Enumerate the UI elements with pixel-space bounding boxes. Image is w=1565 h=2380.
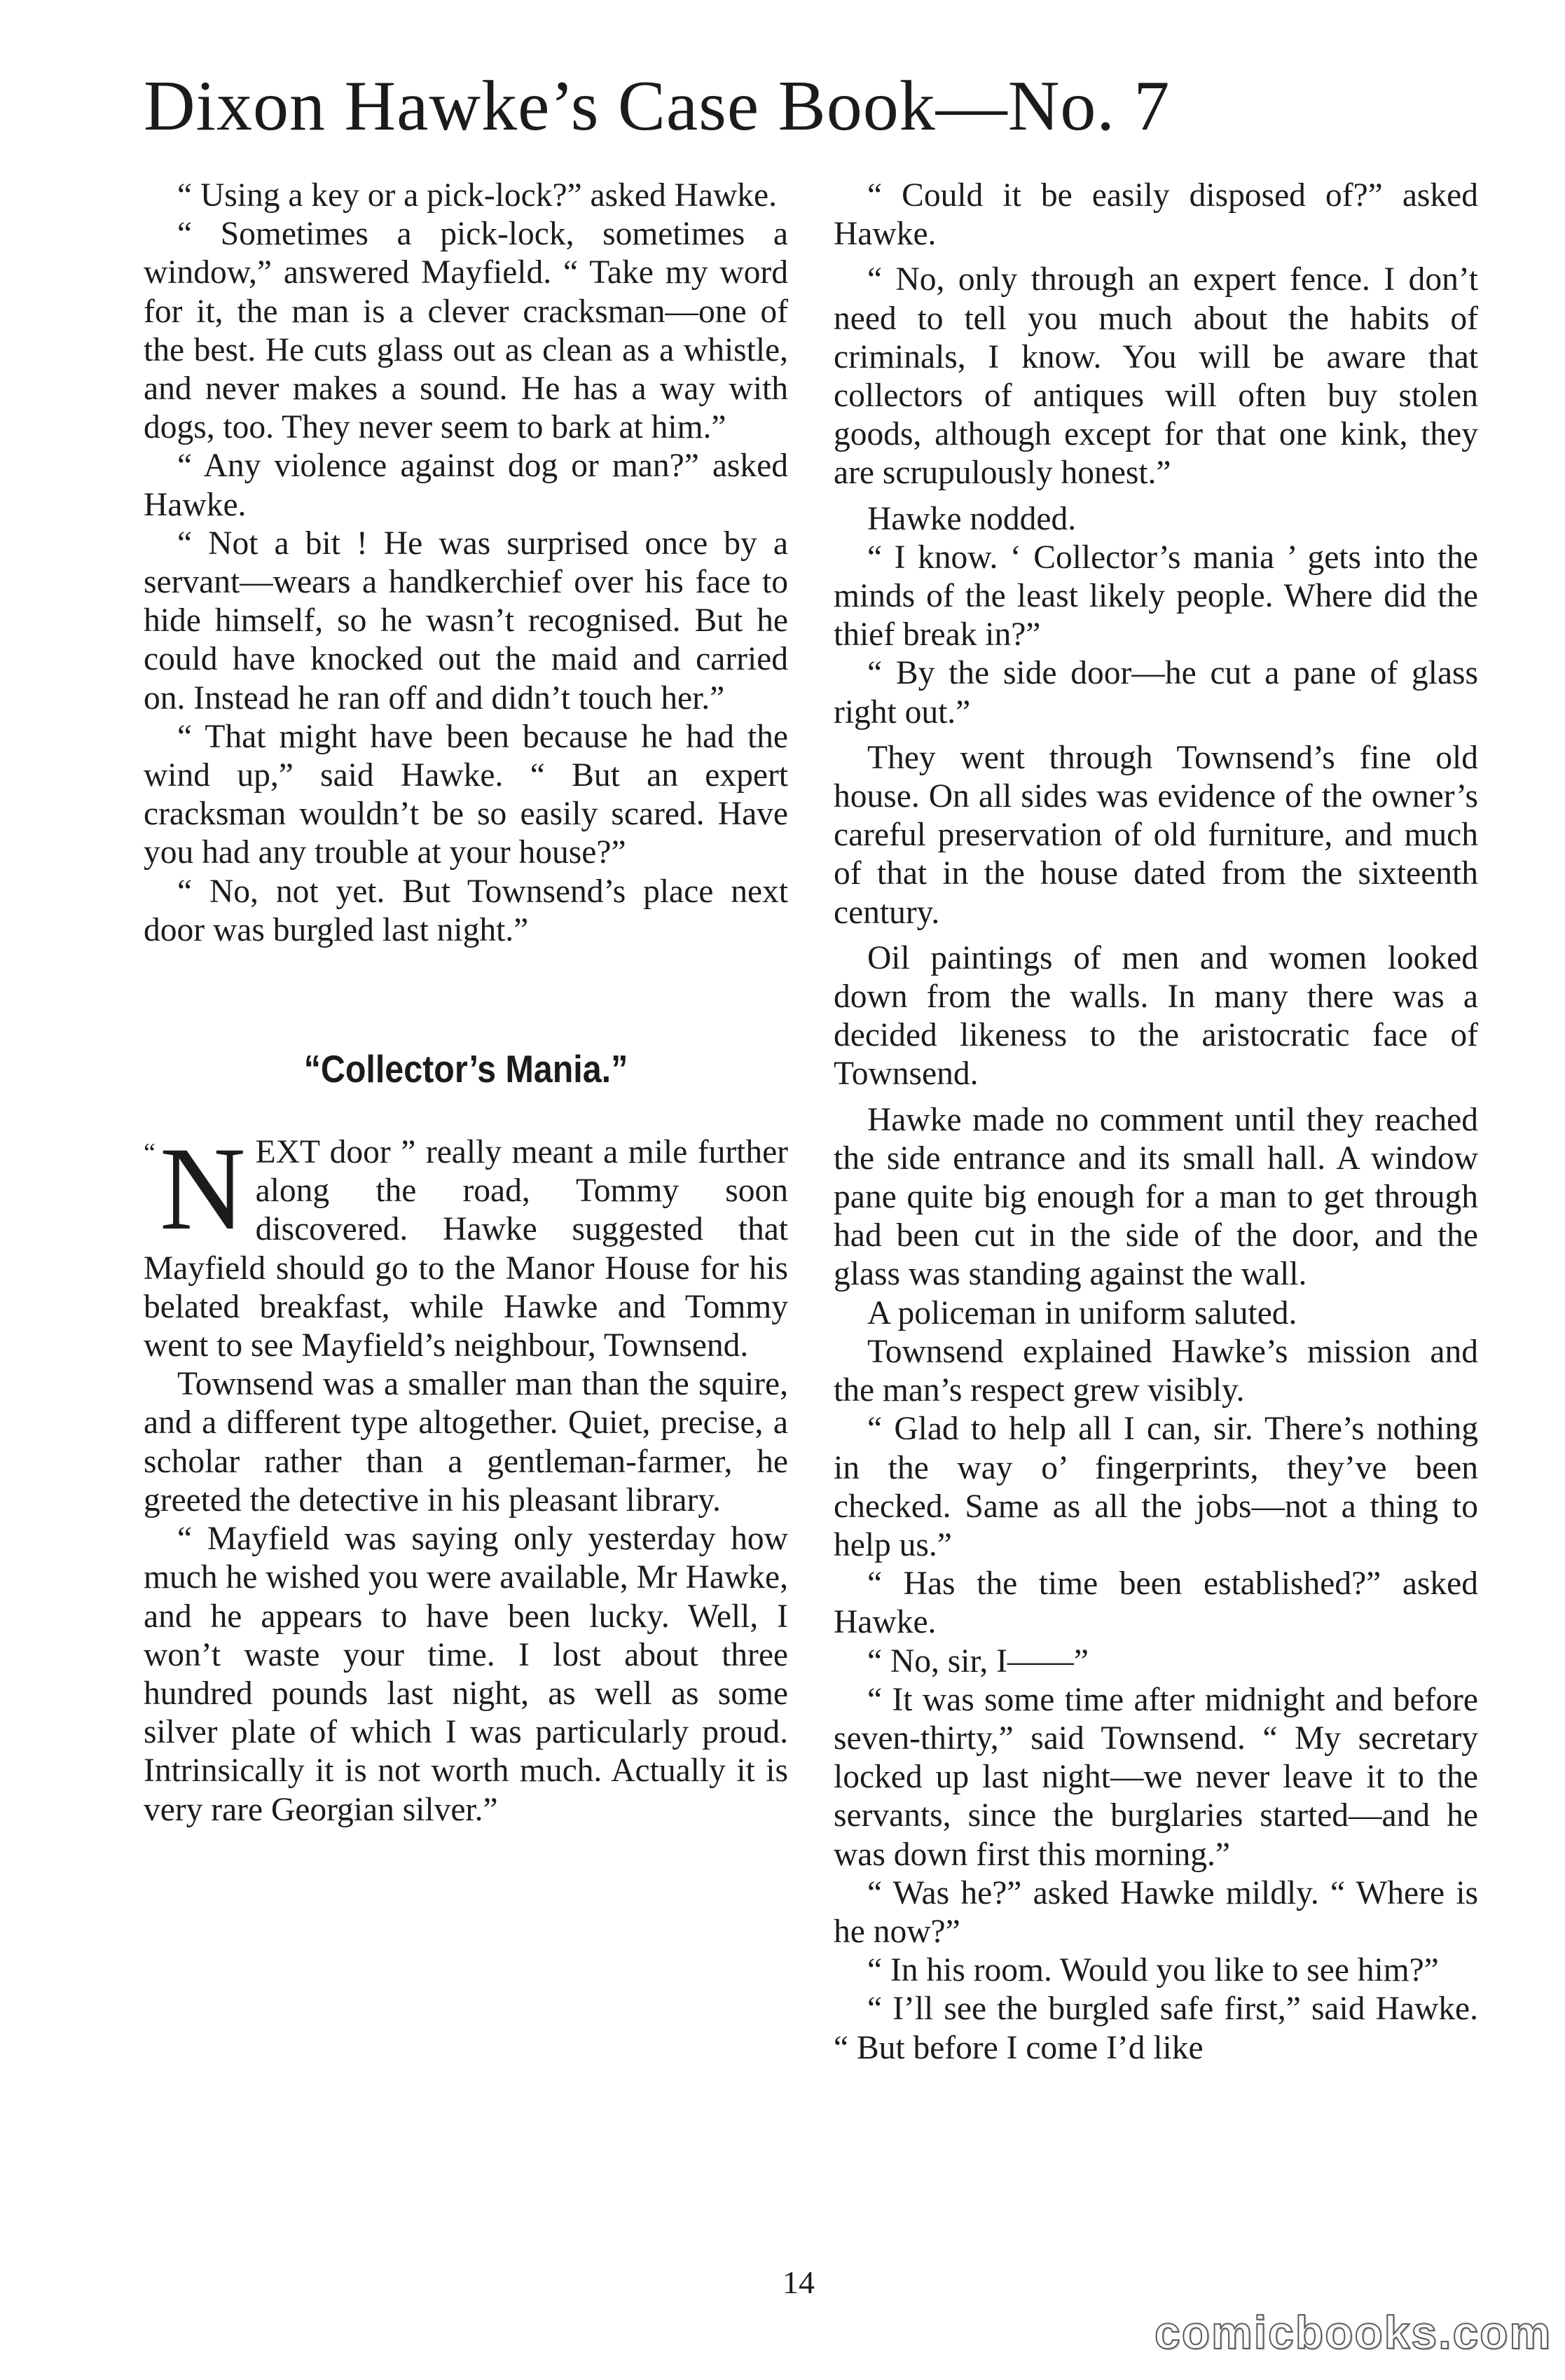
paragraph: “ I’ll see the burgled safe first,” said Hawke. “ But before I come I’d like [834,1991,1478,2066]
dropcap-text: EXT door ” really meant a mile further along the road, Tommy soon discovered. Hawke suggested that Mayfield should go to the Manor House for his belated breakfast, while Hawke and Tommy went to see Mayfield’s neighbour, Townsend. [144,1134,788,1364]
paragraph: “ Using a key or a pick-lock?” asked Hawke. [177,177,777,214]
paragraph: Hawke made no comment until they reached the side entrance and its small hall. A window pane quite big enough for a man to get through had been cut in the side of the door, and the glass was standing against the wall. [834,1101,1478,1293]
paragraph: “ Was he?” asked Hawke mildly. “ Where is he now?” [834,1874,1478,1950]
paragraph: “ Not a bit ! He was surprised once by a servant—wears a handkerchief over his face to hide himself, so he wasn’t recognised. But he could have knocked out the maid and carried on. Instead he ran off and didn’t touch her.” [144,525,788,717]
paragraph: “ Any violence against dog or man?” asked Hawke. [144,448,788,523]
right-column [834,177,1478,2068]
paragraph: “ No, only through an expert fence. I don’t need to tell you much about the habits of criminals, I know. You will be aware that collectors of antiques will often buy stolen goods, although except for that one kink, they are scrupulously honest.” [834,261,1478,492]
paragraph: A policeman in uniform saluted. [867,1294,1297,1331]
paragraph: “ By the side door—he cut a pane of glass right out.” [834,655,1478,731]
paragraph: Hawke nodded. [867,500,1077,537]
paragraph: “ No, not yet. But Townsend’s place next door was burgled last night.” [144,873,788,948]
paragraph: “ It was some time after midnight and before seven-thirty,” said Townsend. “ My secretary locked up last night—we never leave it to the servants, since the burglaries started—and he was down first this morning.” [834,1681,1478,1873]
paragraph: Oil paintings of men and women looked down from the walls. In many there was a decided likeness to the aristocratic face of Townsend. [834,939,1478,1093]
paragraph: “ Has the time been established?” asked Hawke. [834,1565,1478,1641]
dropcap-quote: “ [144,1138,156,1168]
paragraph: “ Could it be easily disposed of?” asked Hawke. [834,177,1478,253]
paragraph: “ Mayfield was saying only yesterday how much he wished you were available, Mr Hawke, and he appears to have been lucky. Well, I won’t waste your time. I lost about three hundred pounds last night, as well as some silver plate of which I was particularly proud. Intrinsically it is not worth much. Actually it is very rare Georgian silver.” [144,1521,788,1828]
watermark: comicbooks.com [1154,2306,1552,2358]
page-number: 14 [782,2264,815,2300]
paragraph: “ That might have been because he had the wind up,” said Hawke. “ But an expert cracksman wouldn’t be so easily scared. Have you had any trouble at your house?” [144,718,788,871]
paragraph: “ Glad to help all I can, sir. There’s nothing in the way o’ fingerprints, they’ve been checked. Same as all the jobs—not a thing to help us.” [834,1411,1478,1563]
paragraph: “ I know. ‘ Collector’s mania ’ gets into the minds of the least likely people. Where did the thief break in?” [834,539,1478,653]
paragraph: Townsend was a smaller man than the squire, and a different type altogether. Quiet, precise, a scholar rather than a gentleman-farmer, he greeted the detective in his pleasant library. [144,1366,788,1518]
paragraph: Townsend explained Hawke’s mission and the man’s respect grew visibly. [834,1333,1478,1409]
paragraph: “ No, sir, I——” [867,1642,1089,1680]
left-column [144,177,788,1829]
drop-cap: N [159,1123,246,1255]
page-title: Dixon Hawke’s Case Book—No. 7 [144,67,1171,146]
dropcap-paragraph [144,1123,788,1365]
paragraph: “ Sometimes a pick-lock, sometimes a window,” answered Mayfield. “ Take my word for it, the man is a clever cracksman—one of the best. He cuts glass out as clean as a whistle, and never makes a sound. He has a way with dogs, too. They never seem to bark at him.” [144,216,788,446]
paragraph: They went through Townsend’s fine old house. On all sides was evidence of the owner’s careful preservation of old furniture, and much of that in the house dated from the sixteenth century. [834,739,1478,931]
paragraph: “ In his room. Would you like to see him?” [867,1952,1439,1989]
section-heading: “Collector’s Mania.” [303,1047,628,1091]
